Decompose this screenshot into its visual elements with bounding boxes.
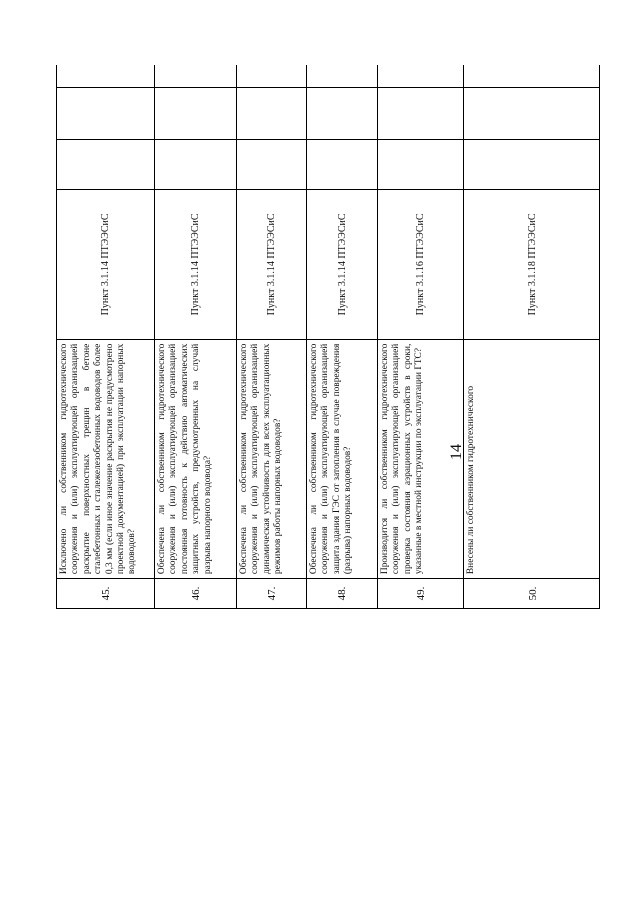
answer-cell-na bbox=[378, 65, 463, 87]
table-row bbox=[155, 65, 237, 608]
question-text: Обеспечена ли собственником гидротехнического сооружения и (или) эксплуатирующей организацией постоянная готовность к действию автоматических защитных устройств, предусмотренных на случай разрыва напорного водовода? bbox=[155, 339, 236, 578]
answer-cell-yes bbox=[378, 139, 463, 189]
regulation-reference: Пункт 3.1.14 ПТЭЭСиС bbox=[155, 189, 236, 339]
regulation-reference: Пункт 3.1.14 ПТЭЭСиС bbox=[307, 189, 377, 339]
question-text: Производится ли собственником гидротехнического сооружения и (или) эксплуатирующей организацией проверка состояния аэрационных устройств в сроки, указанные в местной инструкции по эксплуатации ГТС? bbox=[378, 339, 463, 578]
answer-cell-na bbox=[464, 65, 600, 87]
question-text: Обеспечена ли собственником гидротехнического сооружения и (или) эксплуатирующей организацией защита здания ГЭС от затопления в случае повреждения (разрыва) напорных водоводов? bbox=[307, 339, 377, 578]
regulation-reference: Пункт 3.1.16 ПТЭЭСиС bbox=[378, 189, 463, 339]
answer-cell-na bbox=[57, 65, 154, 87]
page-number: 14 bbox=[448, 444, 465, 460]
row-number: 49. bbox=[378, 578, 463, 608]
table-row bbox=[378, 65, 464, 608]
row-number: 50. bbox=[464, 578, 600, 608]
row-number: 47. bbox=[237, 578, 306, 608]
answer-cell-na bbox=[155, 65, 236, 87]
answer-cell-no bbox=[57, 87, 154, 139]
answer-cell-yes bbox=[155, 139, 236, 189]
answer-cell-no bbox=[155, 87, 236, 139]
answer-cell-yes bbox=[57, 139, 154, 189]
table-row bbox=[237, 65, 307, 608]
table-row bbox=[307, 65, 378, 608]
table-row bbox=[464, 65, 600, 608]
answer-cell-no bbox=[307, 87, 377, 139]
regulation-reference: Пункт 3.1.14 ПТЭЭСиС bbox=[57, 189, 154, 339]
regulation-reference: Пункт 3.1.18 ПТЭЭСиС bbox=[464, 189, 600, 339]
checklist-table bbox=[56, 65, 600, 609]
table-row bbox=[57, 65, 155, 608]
row-number: 46. bbox=[155, 578, 236, 608]
answer-cell-no bbox=[378, 87, 463, 139]
checklist-table-viewport bbox=[56, 65, 600, 850]
answer-cell-yes bbox=[307, 139, 377, 189]
answer-cell-yes bbox=[237, 139, 306, 189]
answer-cell-yes bbox=[464, 139, 600, 189]
answer-cell-no bbox=[237, 87, 306, 139]
question-text: Обеспечена ли собственником гидротехнического сооружения и (или) эксплуатирующей организацией динамическая устойчивость для всех эксплуатационных режимов работы напорных водоводов? bbox=[237, 339, 306, 578]
question-text: Исключено ли собственником гидротехнического сооружения и (или) эксплуатирующей организацией раскрытие поверхностных трещин в бетоне сталебетонных и сталежелезобетонных водоводов более 0,3 мм (если иное значение раскрытия не предусмотрено проектной документацией) при эксплуатации напорных водоводов? bbox=[57, 339, 154, 578]
answer-cell-na bbox=[307, 65, 377, 87]
regulation-reference: Пункт 3.1.14 ПТЭЭСиС bbox=[237, 189, 306, 339]
answer-cell-na bbox=[237, 65, 306, 87]
row-number: 48. bbox=[307, 578, 377, 608]
row-number: 45. bbox=[57, 578, 154, 608]
answer-cell-no bbox=[464, 87, 600, 139]
question-text: Внесены ли собственником гидротехнического bbox=[464, 339, 600, 578]
